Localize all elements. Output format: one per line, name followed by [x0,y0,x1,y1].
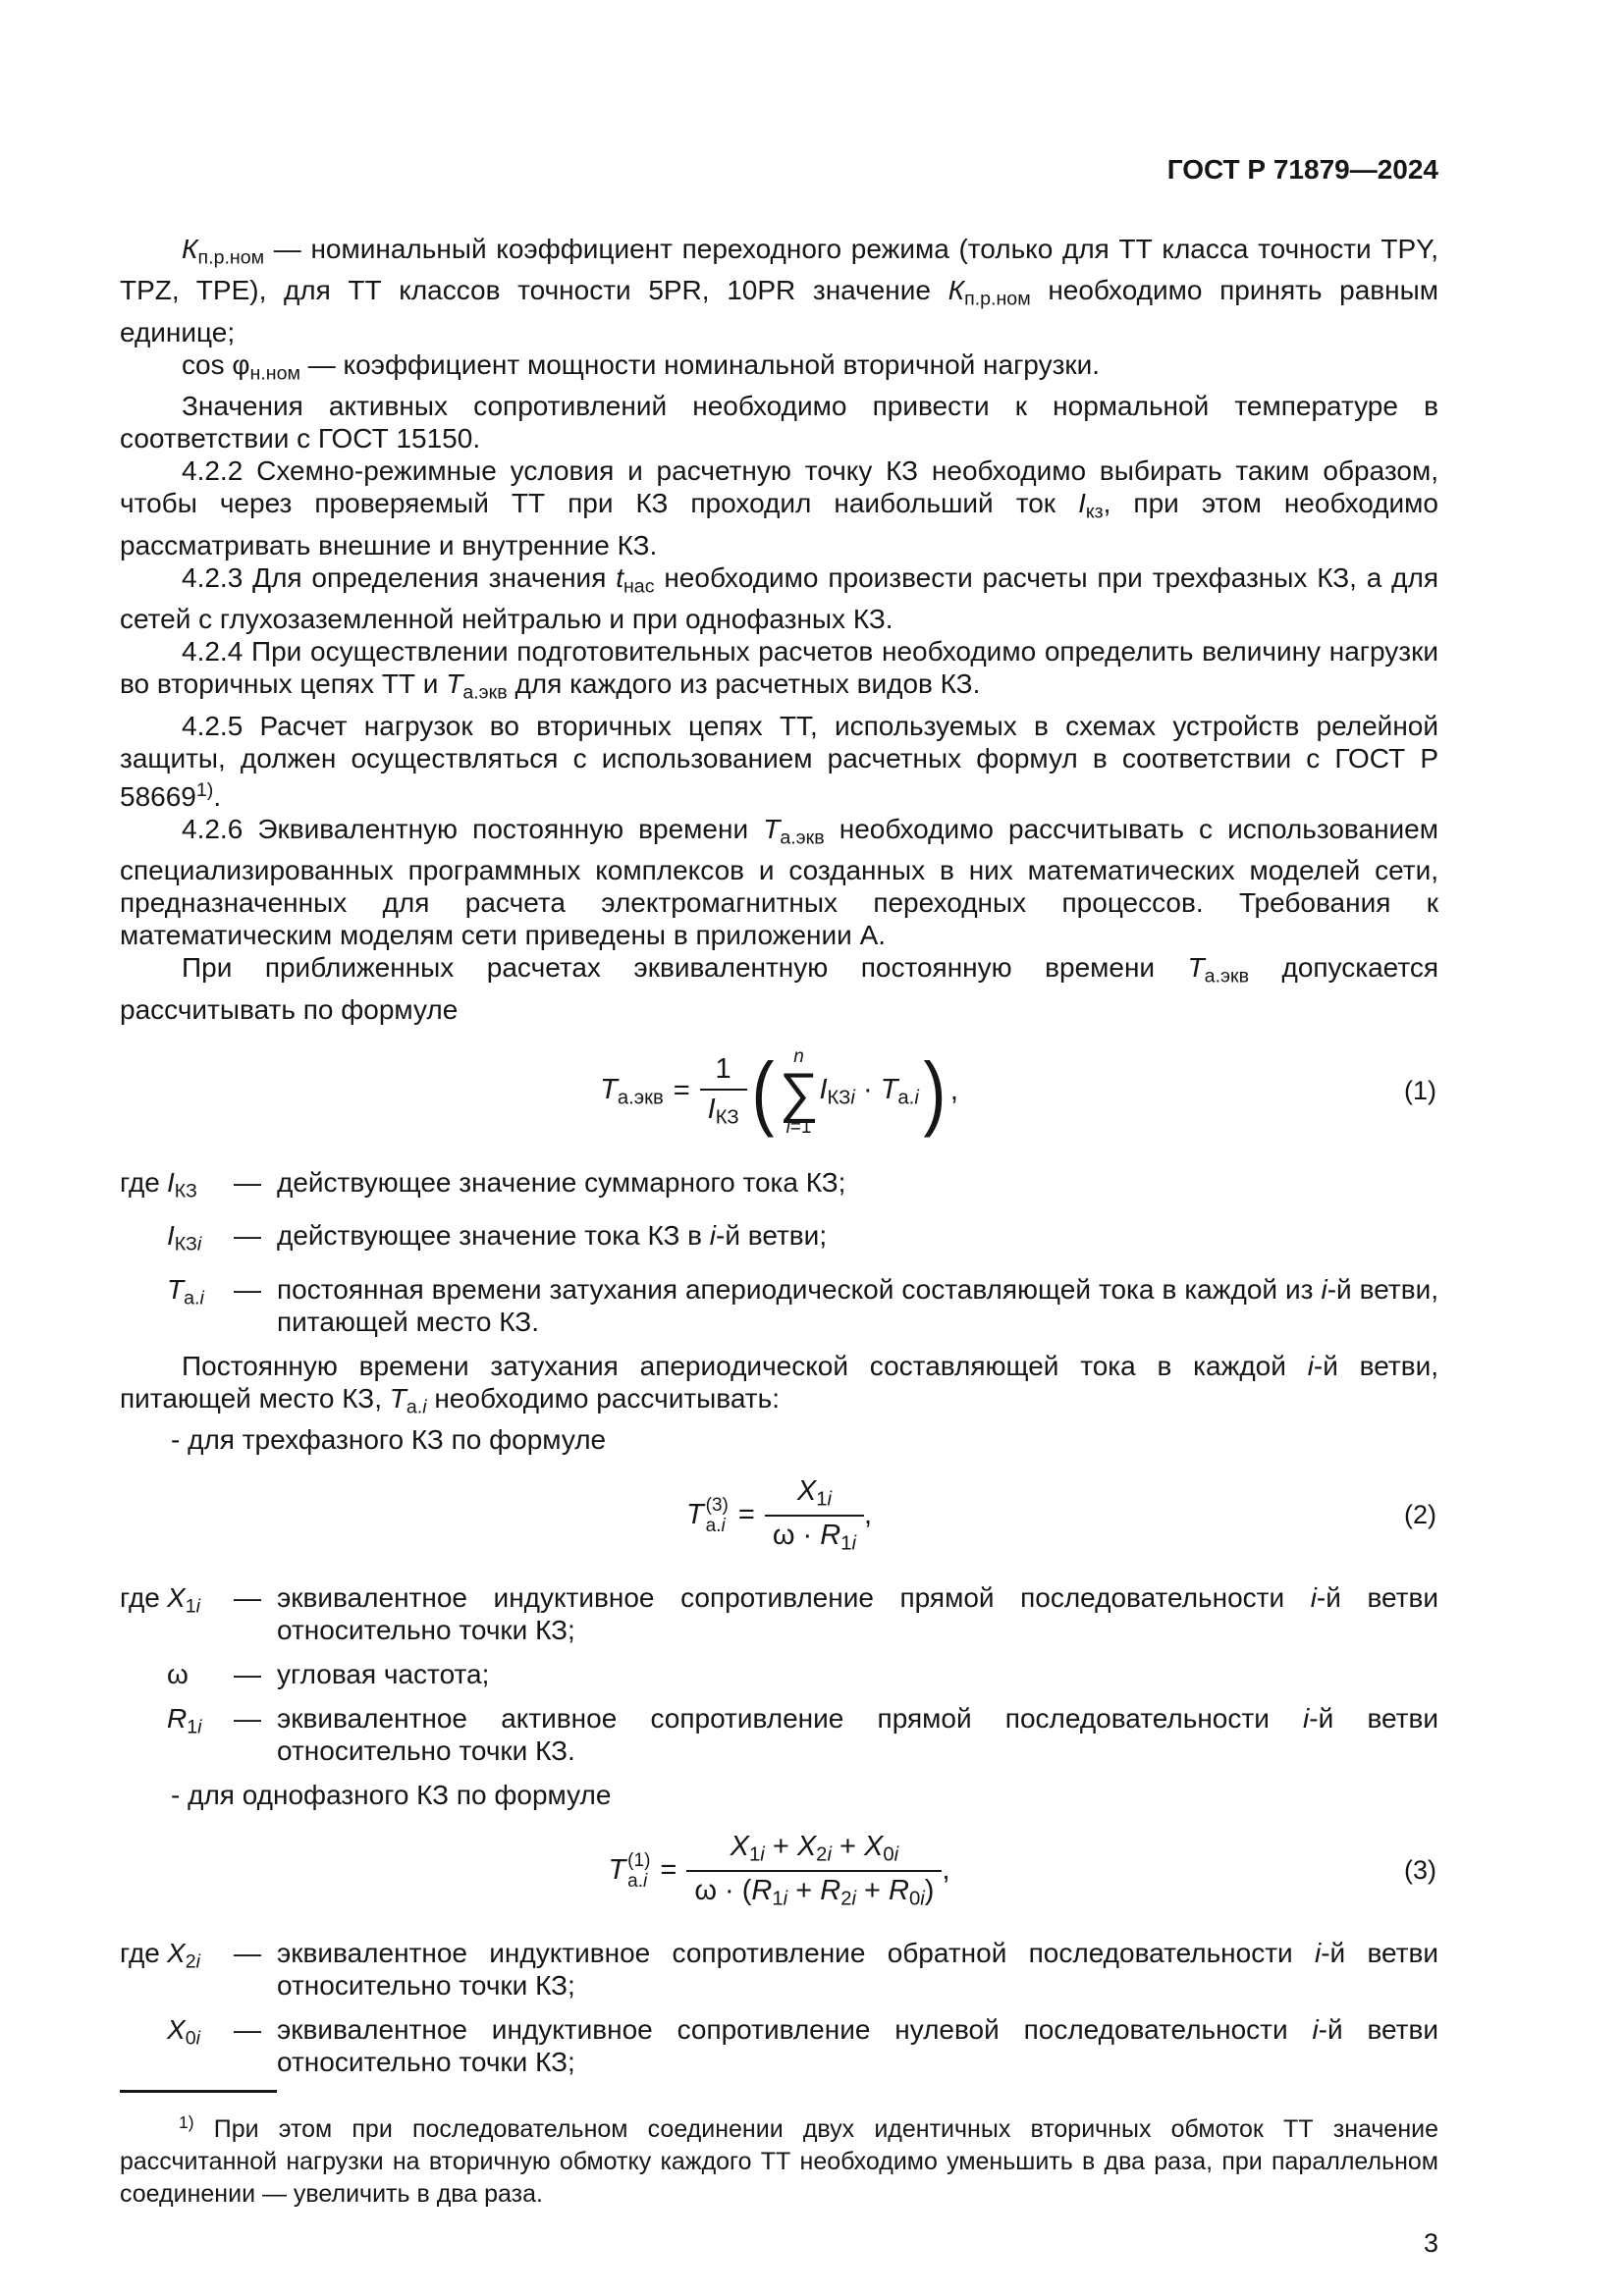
bullet-three-phase: - для трехфазного КЗ по формуле [171,1424,607,1456]
sigma-icon: ∑ [779,1060,819,1123]
formula-1-lhs: Та.экв [600,1073,664,1109]
fraction-denominator: ω · (R1i + R2i + R0i) [686,1870,942,1911]
where-keyword: где [120,1166,160,1198]
formula-3 [120,1831,1438,1911]
paragraph-kpr-nom: Кп.р.ном — номинальный коэффициент переходного режима (только для ТТ класса точности TPY, TPZ, TPE), для ТТ классов точности 5PR, 10PR значение Кп.р.ном необходимо принять равным единице; [120,234,1438,347]
where-term: R1i [167,1703,202,1738]
page-number: 3 [1423,2228,1438,2259]
equals-sign: = [673,1075,690,1107]
dash: — [234,1166,261,1198]
formula-3-fraction [686,1831,942,1911]
dash: — [234,1582,261,1614]
where-description: действующее значение суммарного тока КЗ; [277,1166,846,1198]
page-body [120,233,1438,2090]
variable-T: Т [608,1854,626,1887]
where-description: постоянная времени затухания апериодической составляющей тока в каждой из i-й ветви, питающей место КЗ. [277,1273,1438,1337]
sum-operator [780,1047,819,1137]
dash: — [234,1938,261,1969]
paragraph-4-2-3: 4.2.3 Для определения значения tнас необходимо произвести расчеты при трехфазных КЗ, а для сетей с глухозаземленной нейтралью и при однофазных КЗ. [120,561,1438,635]
paragraph-cos-phi: cos φн.ном — коэффициент мощности номинальной вторичной нагрузки. [182,348,1101,385]
where-row [120,1273,1438,1338]
where-row [120,1702,1438,1767]
close-paren: ) [923,1044,947,1138]
where-row [120,1937,1438,2002]
paragraph-approx-calc: При приближенных расчетах эквивалентную постоянную времени Та.экв допускается рассчитывать по формуле [120,952,1438,1025]
subscript: а.i [627,1871,648,1893]
sum-upper-limit: n [793,1045,804,1067]
bullet-single-phase: - для однофазного КЗ по формуле [171,1780,612,1811]
formula-1-fraction [700,1053,747,1130]
fraction-numerator: X1i [796,1475,832,1511]
dash: — [234,1273,261,1305]
formula-comma: , [942,1854,950,1887]
fraction-numerator: X1i + X2i + X0i [730,1831,899,1866]
page-footer [120,2090,1438,2296]
where-description: эквивалентное индуктивное сопротивление нулевой последовательности i-й ветви относительно точки КЗ; [277,2014,1438,2078]
formula-2-number: (2) [1404,1500,1436,1530]
where-term: X0i [167,2014,200,2050]
where-keyword: где [120,1582,160,1614]
where-description: эквивалентное активное сопротивление прямой последовательности i-й ветви относительно точки КЗ. [277,1703,1438,1767]
dash: — [234,1659,261,1690]
where-row [120,1658,1438,1690]
paragraph-4-2-2: 4.2.2 Схемно-режимные условия и расчетную точку КЗ необходимо выбирать таким образом, чтобы через проверяемый ТТ при КЗ проходил наибольший ток Iкз, при этом необходимо рассматривать внешние и внутренние КЗ. [120,455,1439,561]
where-term: ω [167,1659,189,1690]
paragraph-resistances: Значения активных сопротивлений необходимо привести к нормальной температуре в соответствии с ГОСТ 15150. [120,391,1438,454]
superscript: (3) [705,1495,729,1517]
where-term: IКЗi [167,1220,202,1255]
formula-2 [120,1475,1438,1556]
where-term: X1i [167,1582,200,1618]
where-term: IКЗ [167,1166,197,1202]
where-description: эквивалентное индуктивное сопротивление прямой последовательности i-й ветви относительно точки КЗ; [277,1582,1438,1646]
formula-comma: , [949,1075,958,1107]
subscript: а.i [705,1516,726,1537]
dash: — [234,1703,261,1735]
where-list-3 [120,1937,1438,2078]
formula-3-lhs [608,1850,650,1893]
fraction-denominator: IКЗ [700,1089,747,1130]
formula-2-fraction [765,1475,864,1556]
where-keyword: где [120,1938,160,1969]
paragraph-4-2-5: 4.2.5 Расчет нагрузок во вторичных цепях ТТ, используемых в схемах устройств релейной защиты, должен осуществляться с использованием расчетных формул в соответствии с ГОСТ Р 58669$^{1)}$. [120,710,1438,812]
footnote-1: $^{1)}$ При этом при последовательном соединении двух идентичных вторичных обмоток ТТ значение рассчитанной нагрузки на вторичную обмотку каждого ТТ необходимо уменьшить в два раза, при параллельном соединении — увеличить в два раза. [120,2112,1438,2209]
sum-lower-limit: i=1 [785,1116,812,1138]
formula-1 [120,1044,1438,1138]
where-list-2 [120,1581,1438,1767]
equals-sign: = [737,1499,755,1531]
where-list-1 [120,1166,1438,1338]
fraction-numerator: 1 [715,1053,731,1086]
open-paren: ( [751,1044,775,1138]
variable-T: Т [685,1499,704,1531]
formula-3-number: (3) [1404,1855,1436,1886]
where-row [120,2013,1438,2078]
formula-2-lhs [686,1495,729,1537]
doc-number: ГОСТ Р 71879—2024 [1166,154,1438,185]
where-description: угловая частота; [277,1659,490,1690]
where-description: действующее значение тока КЗ в i-й ветви; [277,1220,828,1252]
paragraph-4-2-6: 4.2.6 Эквивалентную постоянную времени Та.экв необходимо рассчитывать с использованием специализированных программных комплексов и созданных в них математических моделей сети, предназначенных для расчета электромагнитных переходных процессов. Требования к математическим моделям сети приведены в приложении А. [120,813,1438,951]
where-row [120,1581,1438,1646]
paragraph-4-2-4: 4.2.4 При осуществлении подготовительных расчетов необходимо определить величину нагрузки во вторичных цепях ТТ и Та.экв для каждого из расчетных видов КЗ. [120,636,1438,704]
where-row [120,1219,1438,1260]
where-term: X2i [167,1938,200,1973]
fraction-denominator: ω · R1i [765,1515,864,1556]
dash: — [234,2014,261,2046]
paragraph-time-constant: Постоянную времени затухания апериодической составляющей тока в каждой i-й ветви, питающей место КЗ, Та.i необходимо рассчитывать: [120,1350,1438,1418]
dash: — [234,1220,261,1252]
where-term: Та.i [167,1273,204,1309]
formula-1-summand: IКЗi · Та.i [819,1073,919,1109]
superscript: (1) [627,1850,651,1872]
equals-sign: = [660,1854,677,1887]
formula-1-number: (1) [1404,1076,1436,1106]
where-description: эквивалентное индуктивное сопротивление обратной последовательности i-й ветви относительно точки КЗ; [277,1938,1438,2002]
footnote-rule [120,2090,277,2093]
formula-comma: , [864,1499,873,1531]
where-row [120,1166,1438,1207]
